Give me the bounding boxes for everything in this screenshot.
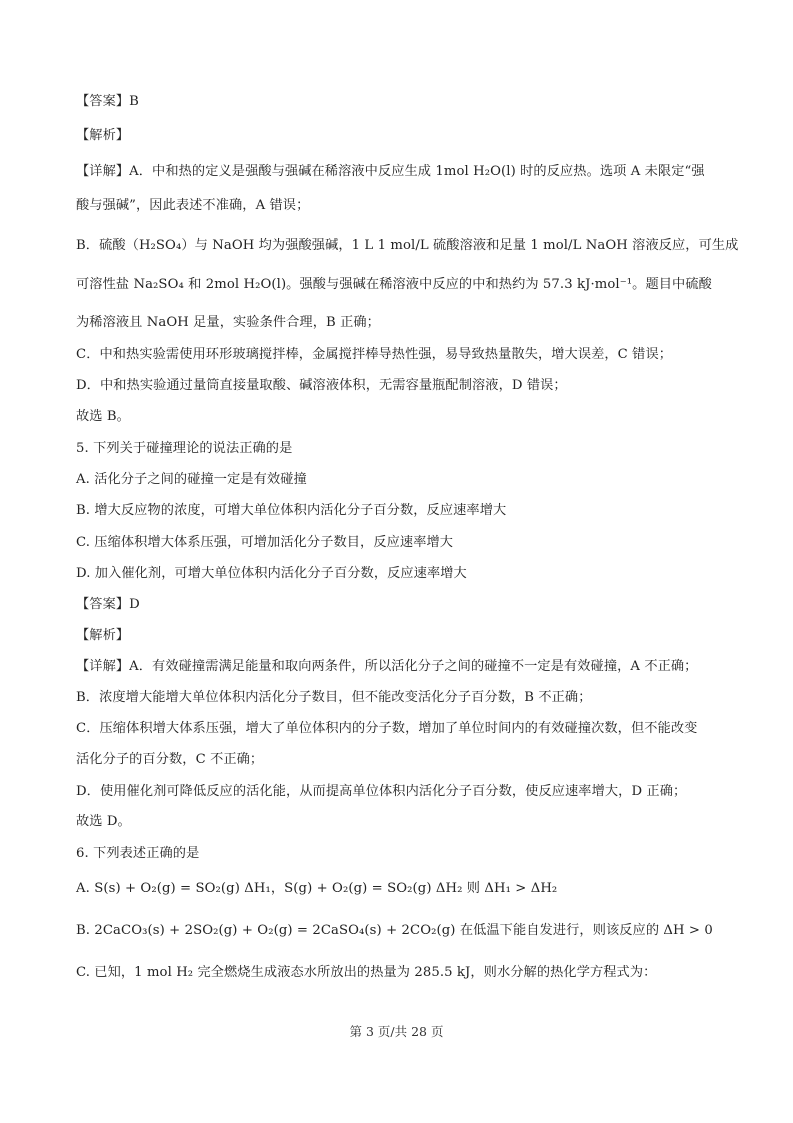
question-5-option-b: B. 增大反应物的浓度，可增大单位体积内活化分子百分数，反应速率增大 bbox=[76, 503, 507, 518]
conclusion-q5: 故选 D。 bbox=[76, 814, 131, 829]
question-6-option-c: C. 已知，1 mol H₂ 完全燃烧生成液态水所放出的热量为 285.5 kJ，则水分解的热化学方程式为： bbox=[76, 965, 657, 980]
question-6-stem: 6. 下列表述正确的是 bbox=[76, 846, 200, 861]
analysis-label-q5: 【解析】 bbox=[76, 628, 130, 643]
question-5-option-d: D. 加入催化剂，可增大单位体积内活化分子百分数，反应速率增大 bbox=[76, 566, 467, 581]
detail-q4-b-line1: B．硫酸（H₂SO₄）与 NaOH 均为强酸强碱，1 L 1 mol/L 硫酸溶液和足量 1 mol/L NaOH 溶液反应，可生成 bbox=[76, 238, 739, 253]
detail-q4-b-line3: 为稀溶液且 NaOH 足量，实验条件合理，B 正确； bbox=[76, 315, 380, 330]
question-5-stem: 5. 下列关于碰撞理论的说法正确的是 bbox=[76, 441, 293, 456]
question-5-option-a: A. 活化分子之间的碰撞一定是有效碰撞 bbox=[76, 472, 307, 487]
page-number-footer: 第 3 页/共 28 页 bbox=[349, 1024, 444, 1039]
question-5-option-c: C. 压缩体积增大体系压强，可增加活化分子数目，反应速率增大 bbox=[76, 535, 454, 550]
detail-q5-b: B．浓度增大能增大单位体积内活化分子数目，但不能改变活化分子百分数，B 不正确； bbox=[76, 690, 592, 705]
detail-q4-b-line2: 可溶性盐 Na₂SO₄ 和 2mol H₂O(l)。强酸与强碱在稀溶液中反应的中和热约为 57.3 kJ·mol⁻¹。题目中硫酸 bbox=[76, 277, 712, 292]
conclusion-q4: 故选 B。 bbox=[76, 409, 130, 424]
answer-label-q5: 【答案】D bbox=[76, 597, 140, 612]
detail-q5-c-line2: 活化分子的百分数，C 不正确； bbox=[76, 752, 264, 767]
detail-q4-a-line1: 【详解】A．中和热的定义是强酸与强碱在稀溶液中反应生成 1mol H₂O(l) 时的反应热。选项 A 未限定“强 bbox=[76, 164, 705, 179]
detail-q5-a: 【详解】A．有效碰撞需满足能量和取向两条件，所以活化分子之间的碰撞不一定是有效碰撞，A 不正确； bbox=[76, 659, 698, 674]
detail-q4-a-line2: 酸与强碱”，因此表述不准确，A 错误； bbox=[76, 198, 310, 213]
detail-q5-d: D．使用催化剂可降低反应的活化能，从而提高单位体积内活化分子百分数，使反应速率增大，D 正确； bbox=[76, 784, 687, 799]
detail-q4-c: C．中和热实验需使用环形玻璃搅拌棒，金属搅拌棒导热性强，易导致热量散失，增大误差，C 错误； bbox=[76, 347, 673, 362]
detail-q5-c-line1: C．压缩体积增大体系压强，增大了单位体积内的分子数，增加了单位时间内的有效碰撞次数，但不能改变 bbox=[76, 721, 698, 736]
answer-label-q4: 【答案】B bbox=[76, 94, 139, 109]
detail-q4-d: D．中和热实验通过量筒直接量取酸、碱溶液体积，无需容量瓶配制溶液，D 错误； bbox=[76, 378, 567, 393]
question-6-option-a: A. S(s) + O₂(g) = SO₂(g) ΔH₁，S(g) + O₂(g) = SO₂(g) ΔH₂ 则 ΔH₁ > ΔH₂ bbox=[76, 881, 558, 896]
question-6-option-b: B. 2CaCO₃(s) + 2SO₂(g) + O₂(g) = 2CaSO₄(s) + 2CO₂(g) 在低温下能自发进行，则该反应的 ΔH > 0 bbox=[76, 923, 713, 938]
analysis-label-q4: 【解析】 bbox=[76, 128, 130, 143]
